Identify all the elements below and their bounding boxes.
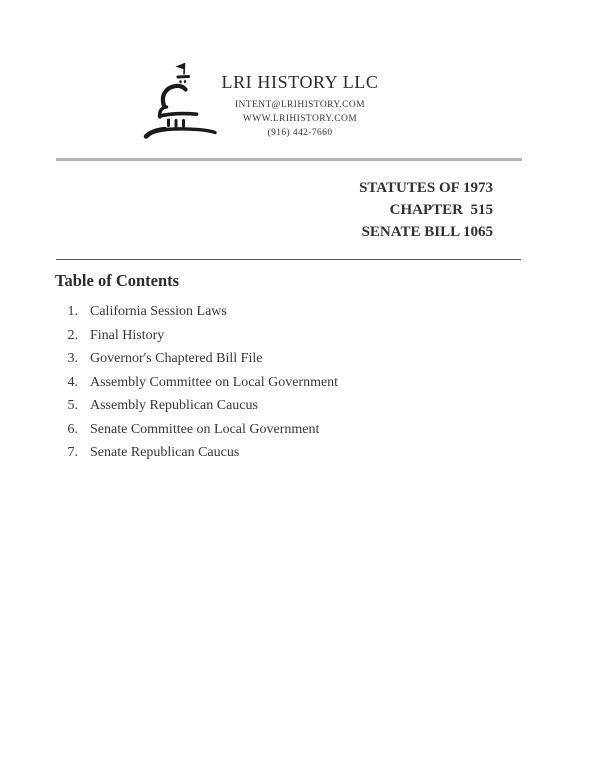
- toc-item: [55, 329, 338, 344]
- toc-item: [55, 376, 338, 391]
- toc-list: [55, 305, 338, 470]
- toc-title: Table of Contents: [55, 271, 180, 290]
- toc-item-label: Final History: [90, 327, 165, 343]
- toc-item-number: 6.: [67, 421, 78, 437]
- toc-item: [55, 352, 338, 367]
- toc-item-label: Senate Committee on Local Government: [90, 421, 320, 437]
- email-text: INTENT@LRIHISTORY.COM: [234, 100, 365, 110]
- statutes-line: STATUTES OF 1973: [359, 180, 493, 196]
- senate-bill-line: SENATE BILL 1065: [361, 224, 493, 240]
- mid-divider: [56, 259, 521, 260]
- toc-item: [55, 305, 338, 320]
- company-name: LRI HISTORY LLC: [221, 72, 379, 92]
- logo-flag: [176, 63, 185, 70]
- website-text: WWW.LRIHISTORY.COM: [242, 114, 358, 124]
- toc-item-label: Assembly Committee on Local Government: [90, 374, 339, 390]
- letterhead: [205, 72, 395, 140]
- top-divider: [56, 158, 522, 161]
- toc-item-number: 7.: [67, 445, 78, 460]
- toc-item-number: 1.: [67, 304, 78, 319]
- toc-item-label: Governor's Chaptered Bill File: [90, 351, 263, 366]
- toc-item: [55, 446, 338, 461]
- toc-item-number: 4.: [67, 374, 78, 390]
- toc-item-label: Senate Republican Caucus: [90, 445, 240, 460]
- toc-item-label: Assembly Republican Caucus: [90, 398, 258, 413]
- toc-item-label: California Session Laws: [90, 304, 227, 319]
- phone-text: (916) 442-7660: [267, 128, 333, 138]
- toc-item-number: 5.: [67, 398, 78, 413]
- toc-item-number: 3.: [67, 351, 78, 366]
- toc-item-number: 2.: [67, 327, 78, 343]
- chapter-line: CHAPTER 515: [389, 202, 493, 218]
- document-info: [359, 177, 493, 243]
- toc-item: [55, 399, 338, 414]
- toc-item: [55, 423, 338, 438]
